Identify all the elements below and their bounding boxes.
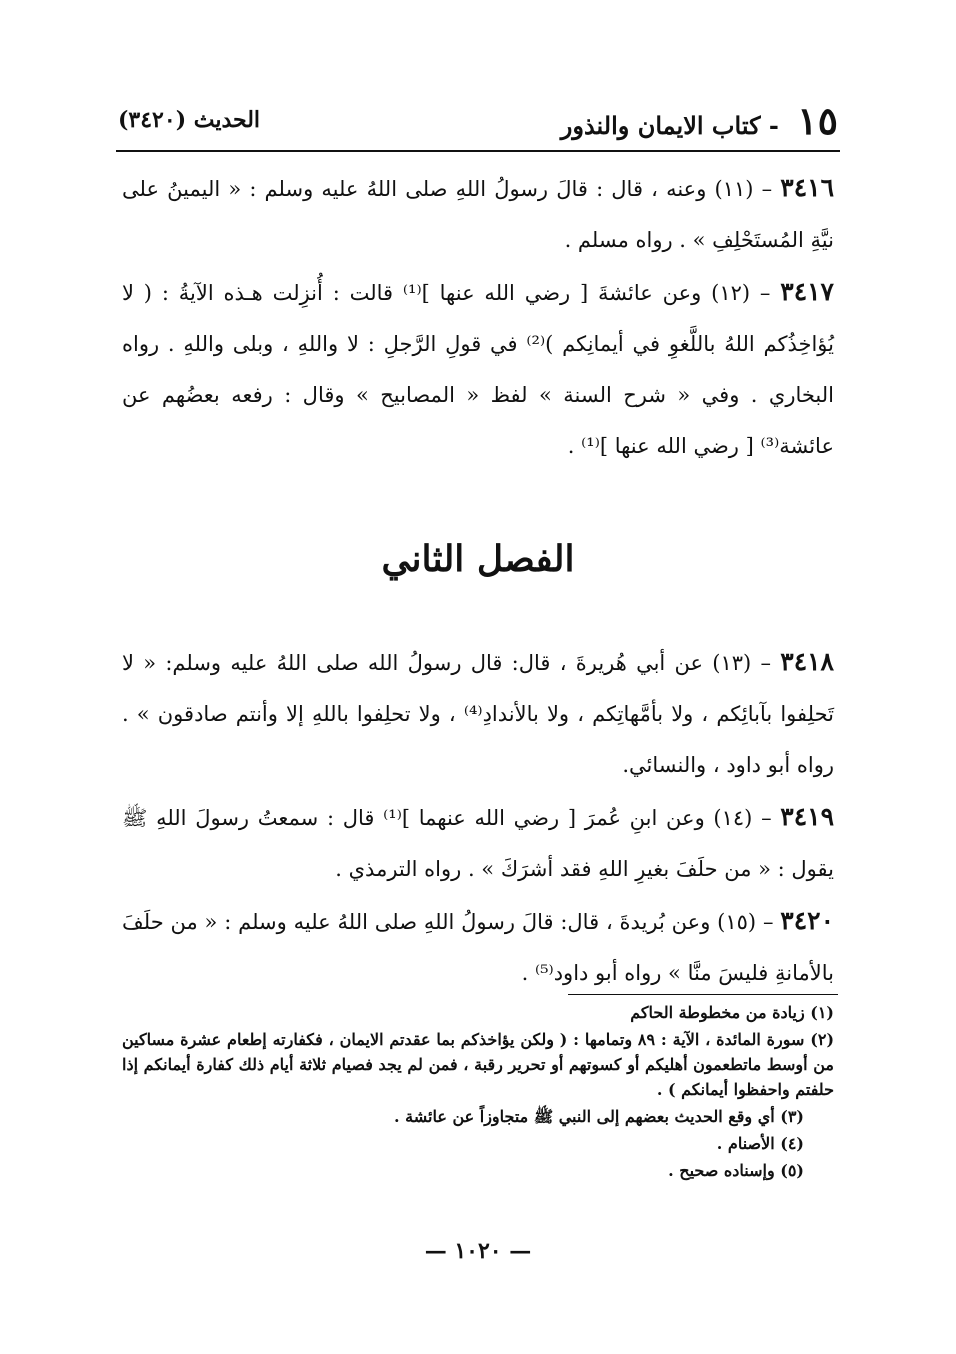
hadith-text: – (١٥) وعن بُريدةَ ، قال: قالَ رسولُ اللهِ صلى اللهُ عليه وسلم : « من حلَفَ بالأمانةِ فليسَ منَّا » رواه أبو داود⁽⁵⁾ . — [122, 910, 834, 985]
chapter-title: - كتاب الايمان والنذور — [560, 110, 779, 140]
hadith-list-first — [122, 162, 834, 472]
hadith-text: – (١٢) وعن عائشةَ [ رضي الله عنها ]⁽¹⁾ قالت : أُنزِلت هـذه الآيةُ : ( لا يُؤاخِذُكم اللهُ باللَّغوِ في أيمانِكم )⁽²⁾ في قولِ الرَّجلِ : لا واللهِ ، وبلى واللهِ . رواه البخاري . وفي « شرح السنة » لفظ « المصابيح » وقال : رفعه بعضُهم عن عائشة⁽³⁾ [ رضي الله عنها ]⁽¹⁾ . — [122, 281, 834, 458]
hadith-number: ٣٤١٦ — [780, 173, 834, 202]
hadith-number: ٣٤٢٠ — [780, 906, 834, 935]
footnote-1: (١) زيادة من مخطوطة الحاكم — [630, 1003, 834, 1022]
hadith-number: ٣٤١٧ — [780, 277, 834, 306]
footnote-3: (٣) أي وقع الحديث بعضهم إلى النبي ﷺ متجاوزاً عن عائشة . — [394, 1107, 804, 1126]
hadith-text: – (١١) وعنه ، قال : قالَ رسولُ اللهِ صلى اللهُ عليه وسلم : « اليمينُ على نيَّةِ المُستَحْلِفِ » . رواه مسلم . — [122, 177, 834, 252]
hadith-3416 — [122, 162, 834, 266]
footnote-4: (٤) الأصنام . — [716, 1134, 804, 1153]
hadith-text: – (١٤) وعن ابنِ عُمرَ [ رضي الله عنهما ]⁽¹⁾ قال : سمعتُ رسولَ اللهِ ﷺ يقول : « من حلَفَ بغيرِ اللهِ فقد أشرَكَ » . رواه الترمذي . — [122, 806, 834, 881]
hadith-list-second — [122, 636, 834, 999]
footnote-5: (٥) وإسناده صحيح . — [668, 1161, 804, 1180]
hadith-number: ٣٤١٩ — [780, 802, 834, 831]
hadith-3418 — [122, 636, 834, 791]
hadith-text: – (١٣) عن أبي هُريرةَ ، قال: قال رسولُ الله صلى اللهُ عليه وسلم: « لا تَحلِفوا بآبائِكم ، ولا بأمَّهاتِكم ، ولا بالأندادِ⁽⁴⁾ ، ولا تحلِفوا باللهِ إلا وأنتم صادقون » . رواه أبو داود ، والنسائي. — [122, 651, 834, 777]
hadith-3417 — [122, 266, 834, 472]
hadith-3419 — [122, 791, 834, 895]
page-header — [118, 96, 838, 144]
hadith-range-ref: الحديث (٣٤٢٠) — [118, 107, 261, 133]
header-rule — [116, 150, 840, 152]
section-title: الفصل الثاني — [381, 538, 575, 580]
hadith-number: ٣٤١٨ — [780, 647, 834, 676]
footnote-2: (٢) سورة المائدة ، الآية : ٨٩ وتمامها : ( ولكن يؤاخذكم بما عقدتم الايمان ، فكفارته إطعام عشرة مساكين من أوسط ماتطعمون أهليكم أو كسوتهم أو تحرير رقبة ، فمن لم يجد فصيام ثلاثة أيام ذلك كفارة أيمانكم إذا حلفتم واحفظوا أيمانكم ) . — [122, 1030, 835, 1099]
footnotes — [122, 1000, 834, 1185]
chapter-number: ١٥ — [797, 97, 838, 143]
hadith-3420 — [122, 895, 834, 999]
footnote-rule — [568, 994, 838, 995]
page-number: — ١٠٢٠ — — [424, 1238, 532, 1264]
chapter-heading — [561, 98, 838, 143]
